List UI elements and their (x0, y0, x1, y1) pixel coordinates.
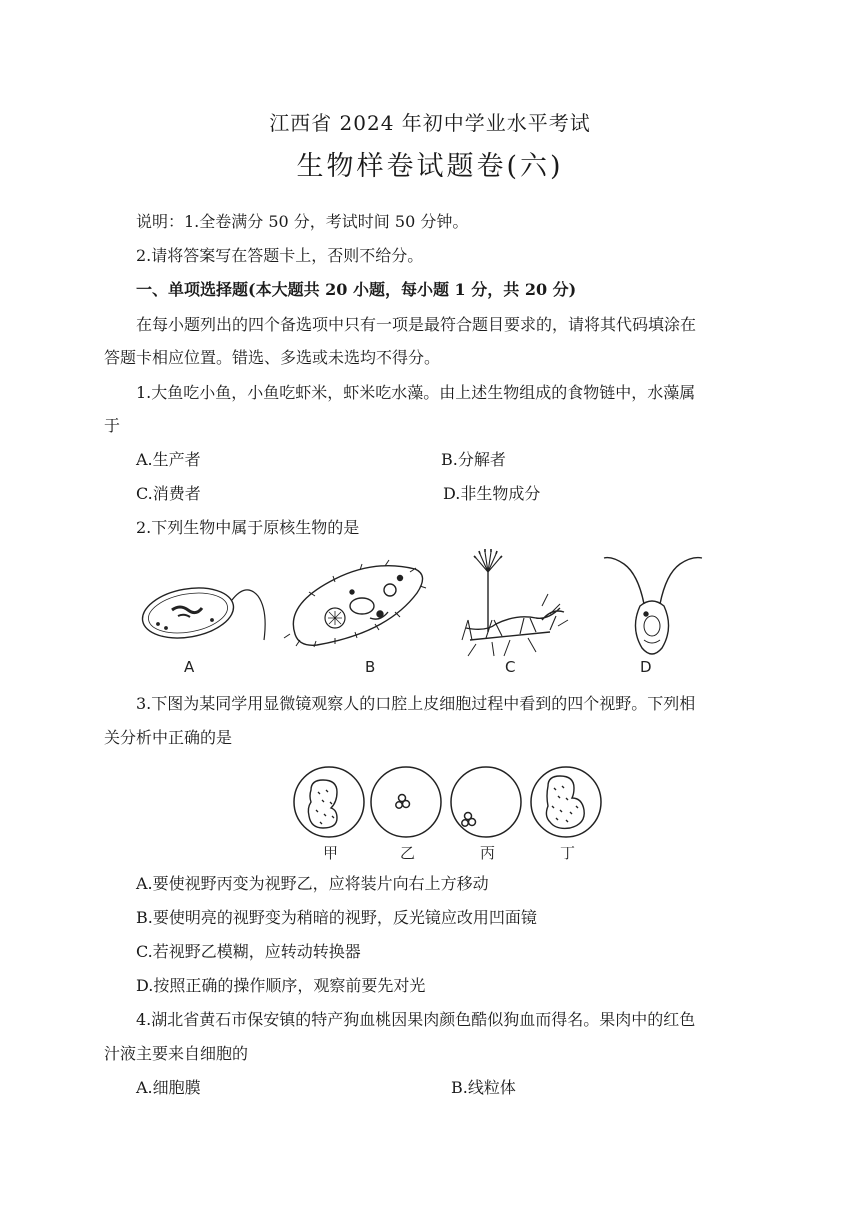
q4-option-b: B.线粒体 (451, 1078, 516, 1097)
field-jia (294, 767, 364, 837)
q2-label-a: A (184, 658, 195, 676)
bacterium-illustration (139, 581, 266, 644)
field-bing (451, 767, 521, 837)
note-line-1: 说明：1.全卷满分 50 分，考试时间 50 分钟。 (136, 212, 469, 231)
q1-stem-line-2: 于 (104, 416, 121, 435)
q3-option-c: C.若视野乙模糊，应转动转换器 (136, 942, 361, 961)
q3-option-a: A.要使视野丙变为视野乙，应将装片向右上方移动 (136, 874, 489, 893)
field-ding (531, 767, 601, 837)
q1-stem-line-1: 1.大鱼吃小鱼，小鱼吃虾米，虾米吃水藻。由上述生物组成的食物链中，水藻属 (136, 383, 696, 402)
q3-label-ding: 丁 (560, 844, 576, 862)
q3-label-yi: 乙 (400, 844, 416, 862)
q1-option-b: B.分解者 (441, 450, 506, 469)
q3-microscope-fields-figure (286, 758, 606, 864)
mold-illustration (462, 549, 568, 656)
q3-label-bing: 丙 (480, 844, 496, 862)
alga-illustration (604, 558, 702, 654)
q4-stem-line-2: 汁液主要来自细胞的 (104, 1044, 249, 1063)
q2-label-b: B (365, 658, 376, 676)
q3-option-b: B.要使明亮的视野变为稍暗的视野，反光镜应改用凹面镜 (136, 908, 537, 927)
section-heading: 一、单项选择题(本大题共 20 小题，每小题 1 分，共 20 分) (136, 280, 577, 299)
note-line-2: 2.请将答案写在答题卡上，否则不给分。 (136, 246, 424, 265)
q3-label-jia: 甲 (323, 844, 339, 862)
field-yi (371, 767, 441, 837)
q1-option-c: C.消费者 (136, 484, 201, 503)
q4-option-a: A.细胞膜 (136, 1078, 201, 1097)
paramecium-illustration (284, 560, 426, 647)
exam-subtitle: 江西省 2024 年初中学业水平考试 (269, 111, 591, 135)
section-instruction-1: 在每小题列出的四个备选项中只有一项是最符合题目要求的，请将其代码填涂在 (136, 315, 697, 334)
q1-option-a: A.生产者 (136, 450, 201, 469)
q3-stem-line-2: 关分析中正确的是 (104, 728, 233, 747)
exam-title: 生物样卷试题卷(六) (296, 151, 564, 182)
q3-stem-line-1: 3.下图为某同学用显微镜观察人的口腔上皮细胞过程中看到的四个视野。下列相 (136, 694, 696, 713)
q2-organisms-figure (130, 548, 710, 678)
q2-label-d: D (640, 658, 652, 676)
q2-stem: 2.下列生物中属于原核生物的是 (136, 518, 360, 537)
q1-option-d: D.非生物成分 (443, 484, 541, 503)
q2-label-c: C (505, 658, 516, 676)
q4-stem-line-1: 4.湖北省黄石市保安镇的特产狗血桃因果肉颜色酷似狗血而得名。果肉中的红色 (136, 1010, 696, 1029)
section-instruction-2: 答题卡相应位置。错选、多选或未选均不得分。 (104, 348, 441, 367)
q3-option-d: D.按照正确的操作顺序，观察前要先对光 (136, 976, 426, 995)
